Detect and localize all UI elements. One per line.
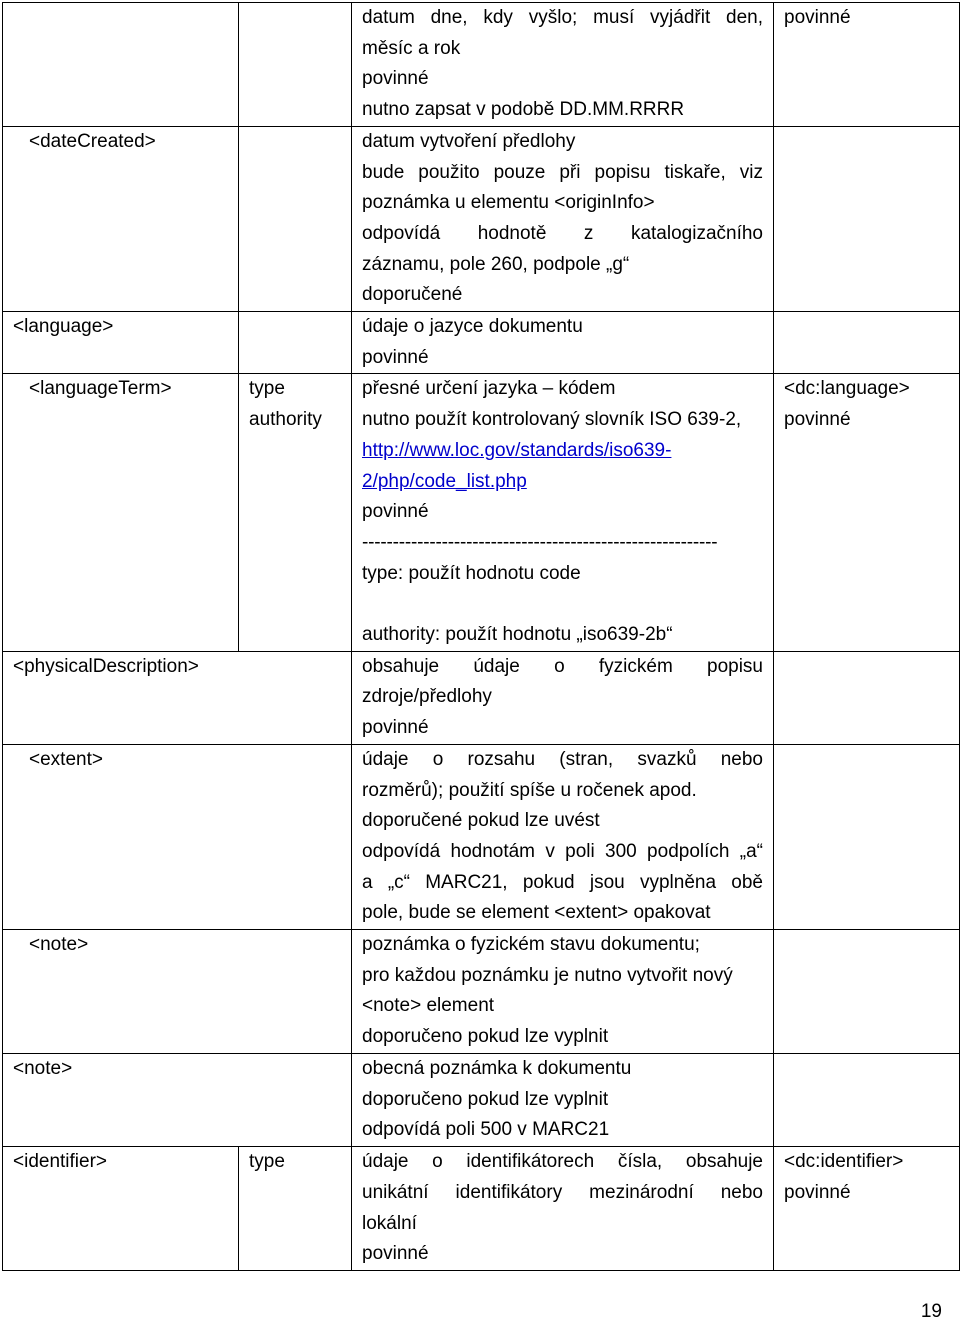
authority-note: authority: použít hodnotu „iso639-2b“ [362, 624, 673, 646]
description-line: pro každou poznámku je nutno vytvořit nový [362, 964, 733, 986]
page-number: 19 [920, 1301, 942, 1322]
description-line: obecná poznámka k dokumentu [362, 1058, 632, 1080]
description-line: poznámka o fyzickém stavu dokumentu; [362, 934, 700, 956]
element-name: <language> [13, 316, 114, 338]
obligation-text: povinné [362, 1243, 429, 1265]
description-line: a „c“ MARC21, pokud jsou vyplněna obě [362, 871, 763, 893]
attribute-cell [239, 374, 352, 651]
description-line: přesné určení jazyka – kódem [362, 378, 616, 400]
type-note: type: použít hodnotu code [362, 562, 581, 584]
element-cell [3, 3, 239, 127]
description-line: odpovídá hodnotám v poli 300 podpolích „a“ [362, 840, 763, 862]
description-line: datum dne, kdy vyšlo; musí vyjádřit den, [362, 7, 763, 28]
description-line: bude použito pouze při popisu tiskaře, viz [362, 161, 763, 183]
attribute-name: type [249, 1151, 285, 1173]
attribute-name: type [249, 378, 285, 400]
table-row [3, 374, 960, 651]
dc-cell [774, 744, 960, 929]
obligation-text: doporučené pokud lze uvést [362, 810, 600, 832]
table-row [3, 1147, 960, 1271]
dc-cell [774, 3, 960, 127]
element-name: <identifier> [13, 1151, 108, 1173]
obligation-text: povinné [362, 717, 429, 739]
element-cell [3, 1147, 239, 1271]
dc-element: <dc:identifier> [784, 1151, 904, 1173]
description-cell [352, 1054, 774, 1147]
dc-cell [774, 1054, 960, 1147]
description-line: poznámka u elementu <originInfo> [362, 192, 655, 214]
dc-cell [774, 930, 960, 1054]
dc-obligation: povinné [784, 409, 851, 431]
element-cell [3, 744, 352, 929]
description-line: odpovídá hodnotě z katalogizačního [362, 222, 763, 244]
attribute-cell [239, 3, 352, 127]
description-cell [352, 3, 774, 127]
table-row [3, 744, 960, 929]
dc-cell [774, 1147, 960, 1271]
description-cell [352, 374, 774, 651]
element-cell [3, 930, 352, 1054]
element-name: <note> [29, 934, 89, 956]
description-cell [352, 744, 774, 929]
description-cell [352, 1147, 774, 1271]
table-row [3, 312, 960, 374]
attribute-name: authority [249, 409, 322, 431]
dc-obligation: povinné [784, 1181, 851, 1203]
description-line: datum vytvoření předlohy [362, 130, 576, 152]
table-row [3, 126, 960, 311]
element-name: <languageTerm> [29, 378, 172, 400]
dc-element: <dc:language> [784, 378, 910, 400]
element-name: <dateCreated> [29, 130, 156, 152]
description-line: údaje o jazyce dokumentu [362, 316, 583, 338]
mods-element-table [2, 2, 960, 1271]
iso639-link[interactable]: http://www.loc.gov/standards/iso639- [362, 439, 672, 461]
obligation-text: doporučeno pokud lze vyplnit [362, 1026, 609, 1048]
dc-obligation: povinné [784, 7, 851, 28]
description-line: rozměrů); použití spíše u ročenek apod. [362, 779, 697, 801]
element-cell [3, 374, 239, 651]
description-line: <note> element [362, 995, 495, 1017]
description-cell [352, 312, 774, 374]
dc-cell [774, 312, 960, 374]
iso639-link-continued[interactable]: 2/php/code_list.php [362, 470, 527, 492]
obligation-text: doporučené [362, 284, 463, 306]
obligation-text: povinné [362, 346, 429, 368]
attribute-cell [239, 126, 352, 311]
obligation-text: povinné [362, 68, 429, 90]
description-line: obsahuje údaje o fyzickém popisu [362, 655, 763, 677]
description-line: pole, bude se element <extent> opakovat [362, 902, 711, 924]
element-name: <physicalDescription> [13, 655, 199, 677]
element-name: <note> [13, 1058, 73, 1080]
description-line: měsíc a rok [362, 37, 461, 59]
element-name: <extent> [29, 748, 103, 770]
description-line: údaje o rozsahu (stran, svazků nebo [362, 748, 763, 770]
dc-cell [774, 126, 960, 311]
table-row [3, 930, 960, 1054]
description-line: nutno použít kontrolovaný slovník ISO 639-2, [362, 409, 742, 431]
table-row [3, 1054, 960, 1147]
element-cell [3, 312, 239, 374]
description-line: unikátní identifikátory mezinárodní nebo [362, 1181, 763, 1203]
description-line: nutno zapsat v podobě DD.MM.RRRR [362, 99, 685, 121]
spacer [362, 589, 763, 620]
attribute-cell [239, 1147, 352, 1271]
description-line: zdroje/předlohy [362, 686, 492, 708]
element-cell [3, 1054, 352, 1147]
element-cell [3, 126, 239, 311]
table-row [3, 3, 960, 127]
dc-cell [774, 374, 960, 651]
description-cell [352, 930, 774, 1054]
attribute-cell [239, 312, 352, 374]
table-row [3, 651, 960, 744]
dc-cell [774, 651, 960, 744]
description-cell [352, 126, 774, 311]
obligation-text: doporučeno pokud lze vyplnit [362, 1088, 609, 1110]
description-line: údaje o identifikátorech čísla, obsahuje [362, 1151, 763, 1173]
obligation-text: povinné [362, 501, 429, 523]
separator-line: ---------------------------------------------------------- [362, 531, 718, 553]
description-cell [352, 651, 774, 744]
element-cell [3, 651, 352, 744]
description-line: záznamu, pole 260, podpole „g“ [362, 253, 630, 275]
description-line: lokální [362, 1212, 417, 1234]
description-line: odpovídá poli 500 v MARC21 [362, 1119, 610, 1141]
